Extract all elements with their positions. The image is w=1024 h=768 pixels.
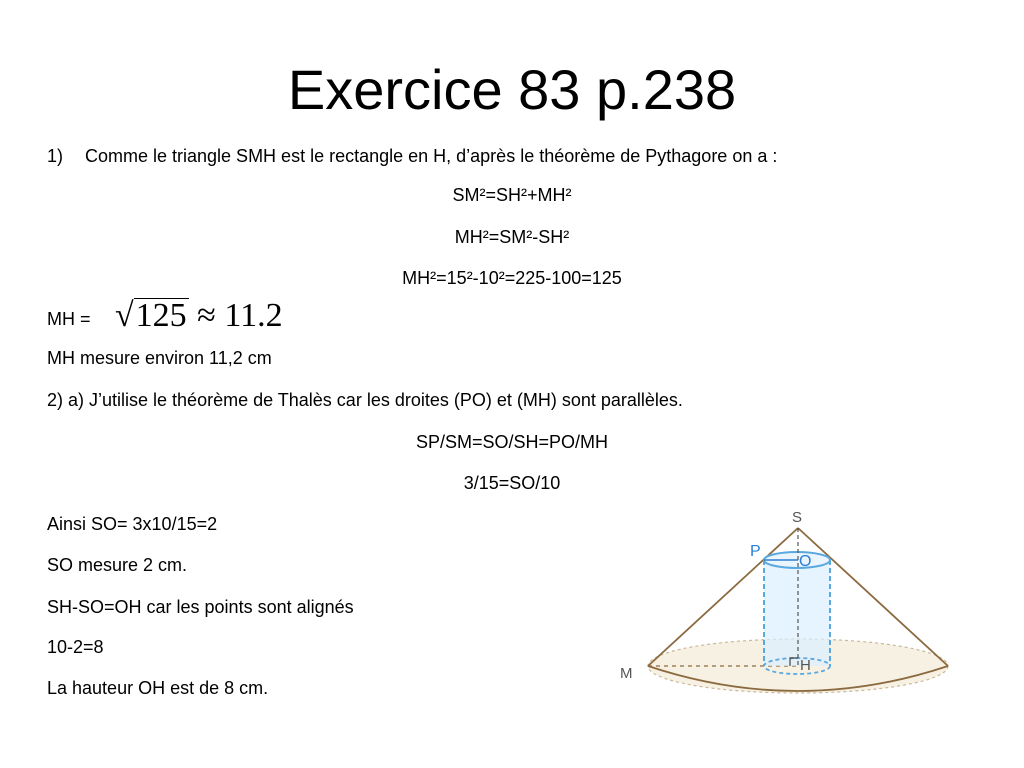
cone-diagram: [600, 502, 983, 708]
mh-label: MH =: [47, 309, 91, 329]
part1-intro-text: Comme le triangle SMH est le rectangle en H, d’après le théorème de Pythagore on a :: [85, 146, 778, 166]
item-number: 1): [47, 146, 64, 166]
equation-mh-value: MH²=15²-10²=225-100=125: [402, 268, 622, 288]
sqrt-symbol: √: [115, 297, 134, 334]
label-o: O: [799, 553, 812, 570]
thales-values: 3/15=SO/10: [463, 473, 561, 493]
thales-ratio: SP/SM=SO/SH=PO/MH: [415, 432, 609, 452]
oh-relation: SH-SO=OH car les points sont alignés: [47, 597, 354, 617]
so-computation: Ainsi SO= 3x10/15=2: [47, 514, 218, 534]
cone-cylinder-figure: [600, 502, 983, 708]
part2-intro: 2) a) J’utilise le théorème de Thalès car les droites (PO) et (MH) sont parallèles.: [47, 390, 683, 410]
page-title: Exercice 83 p.238: [287, 58, 737, 121]
cylinder-body: [764, 560, 830, 666]
label-h: H: [800, 657, 811, 674]
part1-intro: [47, 145, 777, 167]
label-m: M: [620, 665, 633, 682]
so-result: SO mesure 2 cm.: [47, 555, 188, 575]
sqrt-expression: [115, 296, 283, 336]
equation-mh: MH²=SM²-SH²: [454, 227, 570, 247]
oh-computation: 10-2=8: [47, 637, 104, 657]
oh-result: La hauteur OH est de 8 cm.: [47, 678, 269, 698]
approx-value: ≈ 11.2: [197, 297, 283, 334]
sqrt-radicand: 125: [135, 297, 187, 334]
label-p: P: [750, 543, 761, 560]
equation-sm: SM²=SH²+MH²: [452, 185, 572, 205]
label-s: S: [792, 509, 803, 526]
part1-conclusion: MH mesure environ 11,2 cm: [47, 348, 272, 368]
